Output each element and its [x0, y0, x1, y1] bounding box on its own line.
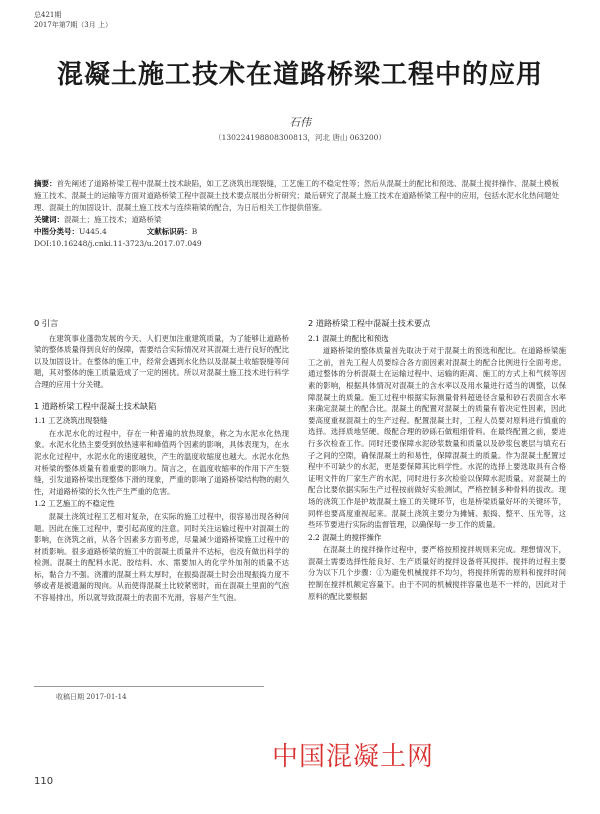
section-heading-key-points: 2 道路桥梁工程中混凝土技术要点 — [308, 318, 431, 328]
mixing-paragraph: 在混凝土的搅拌操作过程中，要严格按照搅拌规则来完成。理想情况下，混凝土需要选择性能良好、生产质量好的搅拌设备将其搅拌。搅拌的过程主要分为以下几个步骤：①为避免机械搅拌不均匀，将搅拌所需的原料和搅拌时间控制在搅拌机额定容量下。由于不同的机械搅拌容量也是不一样的，因此对于原料的配比要根据 — [308, 545, 566, 601]
doc-code-value: B — [191, 227, 198, 236]
keywords-text: 混凝土；施工技术；道路桥梁 — [64, 215, 162, 224]
author-affiliation: （130224198808300813，河北 唐山 063200） — [214, 133, 386, 142]
keywords-label: 关键词： — [34, 215, 64, 224]
subsection-heading-mixing: 2.2 混凝土的搅拌操作 — [308, 532, 382, 542]
cracks-paragraph: 在水泥水化的过程中，存在一种普遍的放热现象，称之为水泥水化热现象。水泥水化热主要受到放热速率和峰值两个因素的影响，具体表现为，在水泥水化过程中，水泥水化的速度越快，产生的温度收缩度也越大。水泥水化热对桥梁的整体质量有着重要的影响力。简言之，在温度收缩率的作用下产生裂缝，引发道路桥梁出现整体下滑的现象，严重的影响了道路桥梁结构物的耐久性，对道路桥梁的长久性产生严重的危害。 — [34, 428, 289, 496]
clc-label: 中图分类号： — [34, 227, 79, 236]
instability-paragraph: 混凝土浇筑过程工艺相对复杂，在实际的施工过程中，很容易出现各种问题。因此在施工过程中，要引起高度的注意。同时关注运输过程中对混凝土的影响，在浇筑之前，从各个因素多方面考虑，尽量减少道路桥梁施工过程中的材质影响。很多道路桥梁的施工中的混凝土质量并不达标，也没有做出科学的检测。混凝土的配料水泥、胶结料、水、需要加入的化学外加剂的质量不达标，黏合力不强。浇灌的混凝土料太厚时，在振捣混凝土时会出现振捣力度不够或者是被遗漏的现向。从而使得混凝土比较紧密时，而在混凝土里面的气泡不容易排出，所以就导致混凝土的表面不光滑，容易产生气泡。 — [34, 511, 289, 603]
abstract — [34, 178, 566, 214]
subsection-heading-instability: 1.2 工艺施工的不稳定性 — [34, 499, 115, 509]
section-heading-intro: 0 引言 — [34, 318, 59, 328]
page-number: 110 — [34, 776, 54, 787]
clc-entry — [34, 226, 107, 238]
intro-paragraph: 在建筑事业蓬勃发展的今天、人们更加注重建筑质量，为了能够让道路桥梁的整体质量得到良好的保障，需要结合实际情况对其混凝土进行良好的配比以及加固设计。在整体的施工中，经常会遇到水化热以及混凝土收缩裂缝等问题，其对整体的施工质量造成了一定的困扰。所以对混凝土施工技术进行科学合理的应用十分关键。 — [34, 333, 289, 389]
abstract-text: 首先阐述了道路桥梁工程中混凝土技术缺陷，如工艺浇筑出现裂缝，工艺施工的不稳定性等；然后从混凝土的配比和预选、混凝土搅拌操作、混凝土模板施工技术、混凝土的运输等方面对道路桥梁工程中混凝土技术要点展出分析研究；最后研究了混凝土施工技术在道路桥梁工程中的应用，包括水泥水化热问题处理、混凝土的加固设计、混凝土施工技术与连续箱梁的配合，为日后相关工作提供借鉴。 — [34, 179, 559, 212]
subsection-heading-cracks: 1.1 工艺浇筑出现裂缝 — [34, 416, 108, 426]
section-heading-defects: 1 道路桥梁工程中混凝土技术缺陷 — [34, 400, 157, 411]
classification — [34, 226, 566, 238]
doi: DOI:10.16248/j.cnki.11-3723/u.2017.07.049 — [34, 239, 202, 248]
doc-code-entry — [147, 226, 198, 238]
footnote-divider — [34, 686, 264, 687]
site-watermark: 中国混凝土网 — [272, 742, 435, 772]
clc-value: U445.4 — [79, 227, 107, 236]
subsection-heading-mix-ratio: 2.1 混凝土的配比和预选 — [308, 333, 389, 343]
doc-code-label: 文献标识码： — [146, 227, 192, 236]
keywords — [34, 214, 566, 226]
mix-ratio-paragraph: 道路桥梁的整体质量首先取决于对于混凝土的预选和配比。在道路桥梁施工之前，首先工程人员要综合各方面因素对混凝土的配合比例进行全面考虑。通过整体的分析混凝土在运输过程中、运输的距离、施工的方式上和气候等因素的影响，根据具体情况对混凝土的含水率以及用水量进行适当的调整，以保障混凝土的质量。施工过程中根据实际测量骨料超逊径含量和砂石表面含水率来确定混凝土的配合比。混凝土的配置对混凝土的质量有着决定性因素，因此要高度重视混凝土的生产过程。配置混凝土时，工程人员要对原料进行慎重的选择。选择质地坚硬、级配合理的砂砾石做粗细骨料。在最终配置之前，要进行多次检查工作。同时还要保障水泥砂浆数量和质量以及砂浆包裹层与填充石子之间的空隙，确保混凝土的和易性，保障混凝土的质量。作为混凝土配置过程中不可缺少的水泥，更是要保障其比料学性。水泥的选择上要选取具有合格证明文件的厂家生产的水泥，同时进行多次检验以保障水泥质量。对混凝土的配合比要依据实际生产过程按前做好实验测试，严格控制多种骨料的拔改。现场的浇筑工作是护坡混凝土施工的关键环节，也是桥梁质量好坏的关键环节，同样也要高度重视起来。混凝土浇筑主要分为摊铺、振捣、整平、压光等，这些环节要进行实际的监督管理，以确保每一步工作的质量。 — [308, 346, 566, 530]
left-column — [34, 314, 289, 604]
article-title: 混凝土施工技术在道路桥梁工程中的应用 — [56, 60, 543, 90]
received-date: 收稿日期 2017-01-14 — [56, 693, 127, 701]
journal-header — [34, 10, 112, 30]
issue-date: 2017年第7期（3月 上） — [34, 21, 112, 29]
right-column — [308, 314, 566, 602]
abstract-label: 摘要： — [34, 179, 57, 188]
author-name: 石伟 — [289, 116, 311, 129]
issue-total: 总421期 — [34, 11, 62, 19]
abstract-block — [34, 178, 566, 250]
